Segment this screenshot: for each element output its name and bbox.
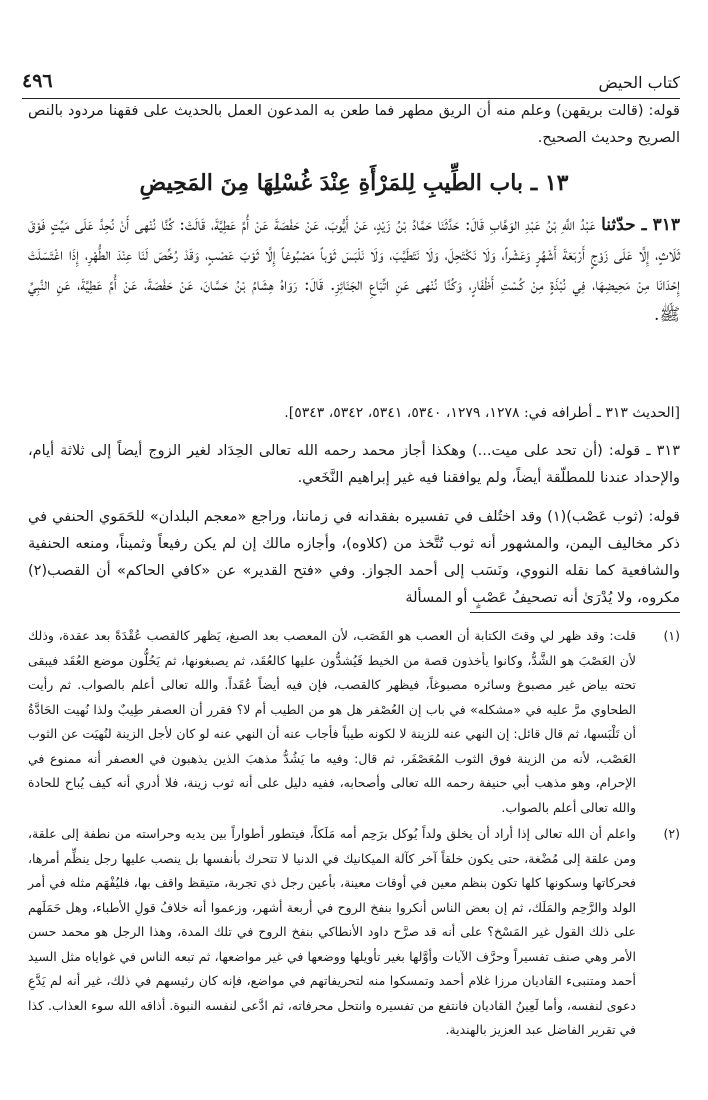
footnote-1	[28, 624, 680, 820]
hadith-number: ٣١٣ ـ حدّثنا	[601, 215, 680, 235]
footnote-text: قلت: وقد ظهر لي وقتَ الكتابة أن العصب هو القَصَب، لأن المعصب بعد الصبغ، يَظهر كالقصب عُقْدَةً بعد عقدة، وذلك لأن العَصْبَ هو الشَّدُّ، وكانوا يأخذون قصة من الخيط فَيُشدُّون عليها كالعُقَد، ثم يصبغونها، ثم يَحُلُّون موضع العُقَد فيبقى تحته بياض غير مصبوغ وسائره مصبوغاً، فيظهر كالقصب، فإن فيه أيضاً عُقَداً. والله تعالى أعلم بالصواب. ثم رأيت الطحاوي مرَّ عليه في «مشكله» في باب إن العُصْفر هل هو من الطيب أم لا؟ فقرر أن العصفر طِيبٌ ولذا نُهيت الحَادَّةُ أن تَلْبَسها، ثم قال قائل: إن النهي عنه للزينة لا لكونه طيباً فأجاب عنه أن النهي عنه لو كان لأجل الزينة لنُهيَت عن الثوب العَصْب، لأنه من الزينة فوق الثوب المُعَصْفَر، ثم قال: وفيه ما يَشُدُّ مذهبَ الذين يذهبون في العصفر أنه ممنوع في الإحرام، وهو مذهب أبي حنيفة رحمه الله تعالى وأصحابه، ففيه دليل على أنه ثوب زينة، فلا أدري أنه كيف يُباح للحادة والله تعالى أعلم بالصواب.	[28, 628, 636, 815]
hadith-text	[28, 210, 680, 330]
footnote-number: (٢)	[663, 826, 680, 841]
hadith-body: عَبْدُ اللَّهِ بْنُ عَبْدِ الوَهَّابِ قَالَ: حَدَّثَنَا حَمَّادُ بْنُ زَيْدٍ، عَنْ أَيُّوبَ، عَنْ حَفْصَةَ عَنْ أُمِّ عَطِيَّةَ، قَالَتْ: كُنَّا نُنْهى أَنْ نُحِدَّ عَلَى مَيِّتٍ فَوْقَ ثَلَاثٍ، إِلَّا عَلَى زَوْجٍ أَرْبَعَةَ أَشْهُرٍ وَعَشْراً، وَلَا نَكْتَحِلَ، وَلَا نَتَطَيَّبَ، وَلَا نَلْبَسَ ثَوْباً مَصْبُوغاً إِلَّا ثَوْبَ عَصْبٍ، وَقَدْ رُخِّصَ لَنَا عِنْدَ الطُّهْرِ، إِذَا اغْتَسَلَتْ إِحْدَانَا مِنْ مَحِيضِهَا، فِي نُبْذَةٍ مِنْ كُسْتِ أَظْفَارٍ، وَكُنَّا نُنْهى عَنِ اتِّبَاعِ الجَنَائِزِ. قَالَ: رَوَاهُ هِشَامُ بْنُ حَسَّانَ، عَنْ حَفْصَةَ، عَنْ أُمِّ عَطِيَّةَ، عَنِ النَّبِيِّ ﷺ.	[28, 215, 680, 325]
page-header	[22, 52, 680, 99]
footnote-2	[28, 822, 680, 1043]
footnote-number: (١)	[663, 628, 680, 643]
footnote-text: واعلم أن الله تعالى إذا أراد أن يخلق ولداً يُوكل برَحِم أمه مَلَكاً، فيتطور أطواراً بين يديه وحراسته من نطفة إلى علقة، ومن علقة إلى مُضْغة، حتى يكون خلقاً آخر كآلة الميكانيك في الدنيا لا تتحرك بأنفسها بل ينصب عليها رجل ينظِّم أمرها، فحركاتها وسكونها كلها تكون بنظم معين في أوقات معينة، بأعين رجل ذي تجربة، متيقظ واقف بها، فليُفْهَم مثله في أمر الولد والرَّحِم والمَلَك، ثم إن بعض الناس أنكروا بنفخ الروح في أربعة أشهر، وزعموا أنه خلافُ قولِ الأطباء، وهل حَمَلَهم على ذلك القول غير المَسْخ؟ على أنه قد صرَّح داود الأنطاكي بنفخ الروح في تلك المدة، وهذا الرجل هو محمد حسن الأمر وهي صنف تفسيراً وحرَّف الآيات وأوَّلها بغير تأويلها ووضعها في غير مواضعها، ثم تبعه الناس في غواياه مثل السيد أحمد ومتنبىء القاديان مرزا غلام أحمد وتمسكوا منه لتحريفاتهم في مواضع، فإنه كان رئيسهم في ذلك، غير أنه لم يَدَّعِ دعوى لنفسه، وأما لَعِينُ القاديان فانتفع من تفسيره وانتحل محرفاته، ثم ادَّعى لنفسه النبوة. أذاقه الله سوء العذاب. كذا في تقرير الفاضل عبد العزيز بالهندية.	[28, 826, 636, 1037]
footnote-separator	[470, 612, 680, 613]
page-number: ٤٩٦	[22, 70, 53, 92]
chapter-heading: ١٣ ـ باب الطِّيبِ لِلمَرْأَةِ عِنْدَ غُسْلِهَا مِنَ المَحِيضِ	[139, 170, 569, 196]
running-title: كتاب الحيض	[598, 73, 680, 92]
hadith-reference: [الحديث ٣١٣ ـ أطرافه في: ١٢٧٨، ١٢٧٩، ٥٣٤٠، ٥٣٤١، ٥٣٤٢، ٥٣٤٣].	[284, 405, 680, 421]
commentary-paragraph-2: ٣١٣ ـ قوله: (أن تحد على ميت...) وهكذا أجاز محمد رحمه الله تعالى الحِدَاد لغير الزوج أيضاً إلى ثلاثة أيام، والإحداد عندنا للمطلّقة أيضاً، ولم يوافقنا فيه غير إبراهيم النَّخَعي.	[28, 443, 680, 486]
commentary-paragraph-1: قوله: (قالت بريقهن) وعلم منه أن الريق مطهر فما طعن به المدعون العمل بالحديث على فقهنا مردود بالنص الصريح وحديث الصحيح.	[28, 103, 680, 146]
commentary-paragraph-3: قوله: (ثوب عَصْب)(١) وقد اختُلف في تفسيره بفقدانه في زماننا، وراجع «معجم البلدان» للحَمَوي الحنفي في ذكر مخاليف اليمن، والمشهور أنه ثوب تُتَّخذ من (كلاوه)، وأجازه مالك إن لم يكن رفيعاً وثميناً، ومنعه الحنفية والشافعية كما نقله النووي، ونَسَب إلى أحمد الجواز. وفي «فتح القدير» عن «كافي الحاكم» أن القصب(٢) مكروه، ولا يُدْرَىٰ أنه تصحيفُ عَصْبٍ أو المسألة	[28, 509, 680, 606]
